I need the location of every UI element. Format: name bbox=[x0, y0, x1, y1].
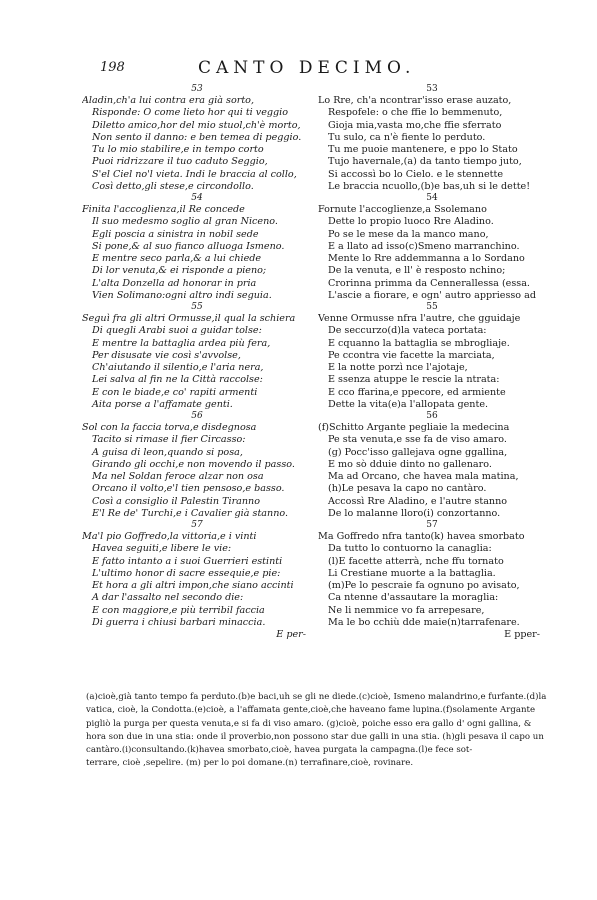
verse-line: S'el Ciel no'l vieta. Indi le braccia al collo, bbox=[92, 168, 297, 180]
verse-line: Havea seguiti,e libere le vie: bbox=[92, 543, 232, 555]
verse-line: Crorinna primma da Cennerallessa (essa. bbox=[328, 277, 530, 289]
stanza-number: 56 bbox=[426, 411, 438, 421]
verse-line: E ssenza atuppe le rescie la ntrata: bbox=[328, 374, 500, 386]
verse-line: Lo Rre, ch'a ncontrar'isso erase auzato, bbox=[318, 95, 512, 106]
verse-line: Ma'l pio Goffredo,la vittoria,e i vinti bbox=[82, 531, 257, 542]
footnote-line: cantàro.(i)consultando.(k)havea smorbato,cioè, havea purgata la campagna.(l)e fece sot- bbox=[86, 745, 473, 756]
footnote-line: hora son due in una stia: onde il proverbio,non possono star due galli in una stia. (h)gli pesava il capo un bbox=[86, 731, 544, 742]
neapolitan-text-column bbox=[318, 84, 546, 641]
verse-line: Si pone,& al suo fianco alluoga Ismeno. bbox=[92, 240, 285, 252]
verse-line: (l)E facette atterrà, nche ffu tornato bbox=[328, 555, 504, 567]
stanza bbox=[82, 193, 312, 302]
stanza bbox=[318, 84, 546, 193]
verse-line: (h)Le pesava la capo no cantàro. bbox=[328, 483, 487, 495]
verse-line: Le braccia ncuollo,(b)e bas,uh si le dette! bbox=[328, 180, 531, 192]
footnote-line: vatica, cioè, la Condotta.(e)cioè, a l'affamata gente,cioè,che haveano fame lupina.(f)solamente Argante bbox=[86, 705, 536, 716]
verse-line: Il suo medesmo soglio al gran Niceno. bbox=[92, 216, 278, 228]
verse-line: Ma Goffredo nfra tanto(k) havea smorbato bbox=[318, 531, 525, 542]
verse-line: L'alta Donzella ad honorar in pria bbox=[92, 277, 257, 289]
stanza-number: 57 bbox=[191, 520, 203, 530]
verse-line: Et hora a gli altri impon,che siano accinti bbox=[92, 580, 294, 591]
verse-line: Venne Ormusse nfra l'autre, che gguidaje bbox=[318, 313, 521, 324]
verse-line: Egli poscia a sinistra in nobil sede bbox=[92, 228, 259, 240]
verse-line: Respofele: o che ffie lo bemmenuto, bbox=[328, 107, 503, 119]
verse-line: Diletto amico,hor del mio stuol,ch'è morto, bbox=[92, 119, 301, 131]
verse-line: Dette la vita(e)a l'allopata gente. bbox=[328, 398, 489, 410]
running-title: CANTO DECIMO. bbox=[198, 58, 416, 78]
stanza bbox=[82, 302, 312, 411]
verse-line: L'ascie a fiorare, e ogn' autro appriesso ad bbox=[328, 289, 536, 301]
stanza-number: 54 bbox=[426, 193, 438, 203]
verse-line: (g) Pocc'isso gallejava ogne ggallina, bbox=[328, 446, 508, 458]
verse-line: Seguì fra gli altri Ormusse,il qual la schiera bbox=[82, 313, 296, 324]
verse-line: Tu sulo, ca n'è fiente lo perduto. bbox=[328, 131, 486, 143]
verse-line: Tu me puoie mantenere, e ppo lo Stato bbox=[328, 144, 518, 155]
stanza bbox=[318, 302, 546, 411]
verse-line: Non sento il danno: e ben temea di peggio. bbox=[92, 131, 302, 143]
verse-line: Aita porse a l'affamate genti. bbox=[92, 398, 233, 410]
verse-line: Finita l'accoglienza,il Re concede bbox=[82, 204, 245, 215]
verse-line: A dar l'assalto nel secondo die: bbox=[92, 592, 244, 604]
stanza-number: 53 bbox=[191, 84, 203, 94]
verse-line: Di guerra i chiusi barbari minaccia. bbox=[92, 616, 266, 628]
verse-line: Di lor venuta,& ei risponde a pieno; bbox=[92, 265, 267, 277]
verse-line: Vien Solimano:ogni altro indi seguia. bbox=[92, 289, 272, 301]
verse-line: E a llato ad isso(c)Smeno marranchino. bbox=[328, 240, 520, 252]
verse-line: Sol con la faccia torva,e disdegnosa bbox=[82, 422, 257, 433]
verse-line: E'l Re de' Turchi,e i Cavalier già stanno. bbox=[92, 507, 289, 519]
footnote-line: (a)cioè,già tanto tempo fa perduto.(b)e baci,uh se gli ne diede.(c)cioè, Ismeno malandrino,e furfante.(d)la bbox=[86, 692, 547, 702]
verse-line: Li Crestiane muorte a la battaglia. bbox=[328, 567, 496, 579]
stanza bbox=[82, 84, 312, 193]
footnote-line: pigliò la purga per questa venuta,e si fa di viso amaro. (g)cioè, poiche esso era gallo d' ogni gallina, & bbox=[86, 718, 532, 729]
verse-line: Tacito si rimase il fier Circasso: bbox=[92, 434, 246, 446]
verse-line: Così a consiglio il Palestin Tiranno bbox=[92, 495, 261, 507]
verse-line: Gioja mia,vasta mo,che ffie sferrato bbox=[328, 119, 502, 131]
catchword: E pper- bbox=[504, 629, 540, 640]
stanza bbox=[82, 411, 312, 520]
verse-line: Aladin,ch'a lui contra era già sorto, bbox=[82, 95, 254, 106]
verse-line: E cco ffarina,e ppecore, ed armiente bbox=[328, 386, 506, 398]
verse-line: Girando gli occhi,e non movendo il passo. bbox=[92, 458, 295, 470]
verse-line: (m)Pe lo pescraie fa ognuno po avisato, bbox=[328, 580, 520, 591]
verse-line: Ma le bo cchiù dde maie(n)tarrafenare. bbox=[328, 616, 520, 628]
verse-line: E fatto intanto a i suoi Guerrieri estinti bbox=[92, 555, 283, 567]
verse-line: E con le biade,e co' rapiti armenti bbox=[92, 386, 258, 398]
verse-line: Si accossì bo lo Cielo. e le stennette bbox=[328, 168, 504, 180]
verse-line: E la notte porzì nce l'ajotaje, bbox=[328, 362, 468, 373]
verse-line: E con maggiore,e più terribil faccia bbox=[92, 604, 265, 616]
stanza bbox=[318, 193, 546, 302]
verse-line: Pe ccontra vie facette la marciata, bbox=[328, 349, 495, 361]
verse-line: Tujo havernale,(a) da tanto tiempo juto, bbox=[328, 156, 522, 168]
stanza-number: 55 bbox=[426, 302, 438, 312]
verse-line: E cquanno la battaglia se mbrogliaje. bbox=[328, 337, 510, 349]
verse-line: Tu lo mio stabilire,e in tempo corto bbox=[92, 144, 264, 155]
verse-line: Po se le mese da la manco mano, bbox=[328, 228, 489, 240]
page-number: 198 bbox=[100, 60, 125, 75]
verse-line: De lo malanne lloro(i) conzortanno. bbox=[328, 507, 501, 519]
verse-line: E mo sò dduie dinto no gallenaro. bbox=[328, 458, 492, 470]
verse-line: L'ultimo honor di sacre essequie,e pie: bbox=[92, 567, 281, 579]
verse-line: Ne li nemmice vo fa arrepesare, bbox=[328, 604, 485, 616]
verse-line: Dette lo propio luoco Rre Aladino. bbox=[328, 216, 494, 228]
verse-line: Puoi ridrizzare il tuo caduto Seggio, bbox=[92, 156, 268, 168]
catchword: E per- bbox=[276, 629, 306, 640]
verse-line: Di quegli Arabi suoi a guidar tolse: bbox=[92, 325, 262, 337]
verse-line: E mentre seco parla,& a lui chiede bbox=[92, 253, 262, 264]
stanza-number: 56 bbox=[191, 411, 203, 421]
verse-line: Mente lo Rre addemmanna a lo Sordano bbox=[328, 253, 525, 264]
stanza bbox=[318, 520, 546, 641]
verse-line: Ch'aiutando il silentio,e l'aria nera, bbox=[92, 362, 264, 373]
verse-line: De seccurzo(d)la vateca portata: bbox=[328, 325, 487, 337]
verse-line: Per disusate vie così s'avvolse, bbox=[92, 349, 241, 361]
page-header bbox=[100, 58, 540, 82]
verse-line: Ma ad Orcano, che havea mala matina, bbox=[328, 471, 519, 482]
verse-line: Orcano il volto,e'l tien pensoso,e basso. bbox=[92, 483, 285, 495]
verse-line: Fornute l'accoglienze,a Ssolemano bbox=[318, 204, 487, 215]
stanza-number: 54 bbox=[191, 193, 203, 203]
verse-line: De la venuta, e ll' è resposto nchino; bbox=[328, 265, 506, 277]
verse-line: E mentre la battaglia ardea più fera, bbox=[92, 337, 271, 349]
stanza-number: 53 bbox=[426, 84, 438, 94]
stanza-number: 55 bbox=[191, 302, 203, 312]
verse-line: Pe sta venuta,e sse fa de viso amaro. bbox=[328, 434, 507, 446]
verse-line: (f)Schitto Argante pegliaie la medecina bbox=[318, 422, 510, 433]
verse-line: Ma nel Soldan feroce alzar non osa bbox=[92, 471, 264, 482]
stanza bbox=[318, 411, 546, 520]
verse-line: A guisa di leon,quando si posa, bbox=[92, 446, 243, 458]
verse-line: Lei salva al fin ne la Città raccolse: bbox=[92, 374, 263, 386]
footnotes bbox=[86, 691, 562, 771]
verse-line: Risponde: O come lieto hor qui ti veggio bbox=[92, 107, 289, 119]
verse-line: Così detto,gli stese,e circondollo. bbox=[92, 180, 254, 192]
verse-line: Ca ntenne d'assautare la moraglia: bbox=[328, 592, 499, 604]
stanza bbox=[82, 520, 312, 641]
footnote-line: terrare, cioè ,sepelire. (m) per lo poi domane.(n) terrafinare,cioè, rovinare. bbox=[86, 758, 414, 769]
verse-line: Accossì Rre Aladino, e l'autre stanno bbox=[328, 495, 508, 507]
stanza-number: 57 bbox=[426, 520, 438, 530]
verse-line: Da tutto lo contuorno la canaglia: bbox=[328, 543, 492, 555]
italian-text-column bbox=[82, 84, 312, 641]
